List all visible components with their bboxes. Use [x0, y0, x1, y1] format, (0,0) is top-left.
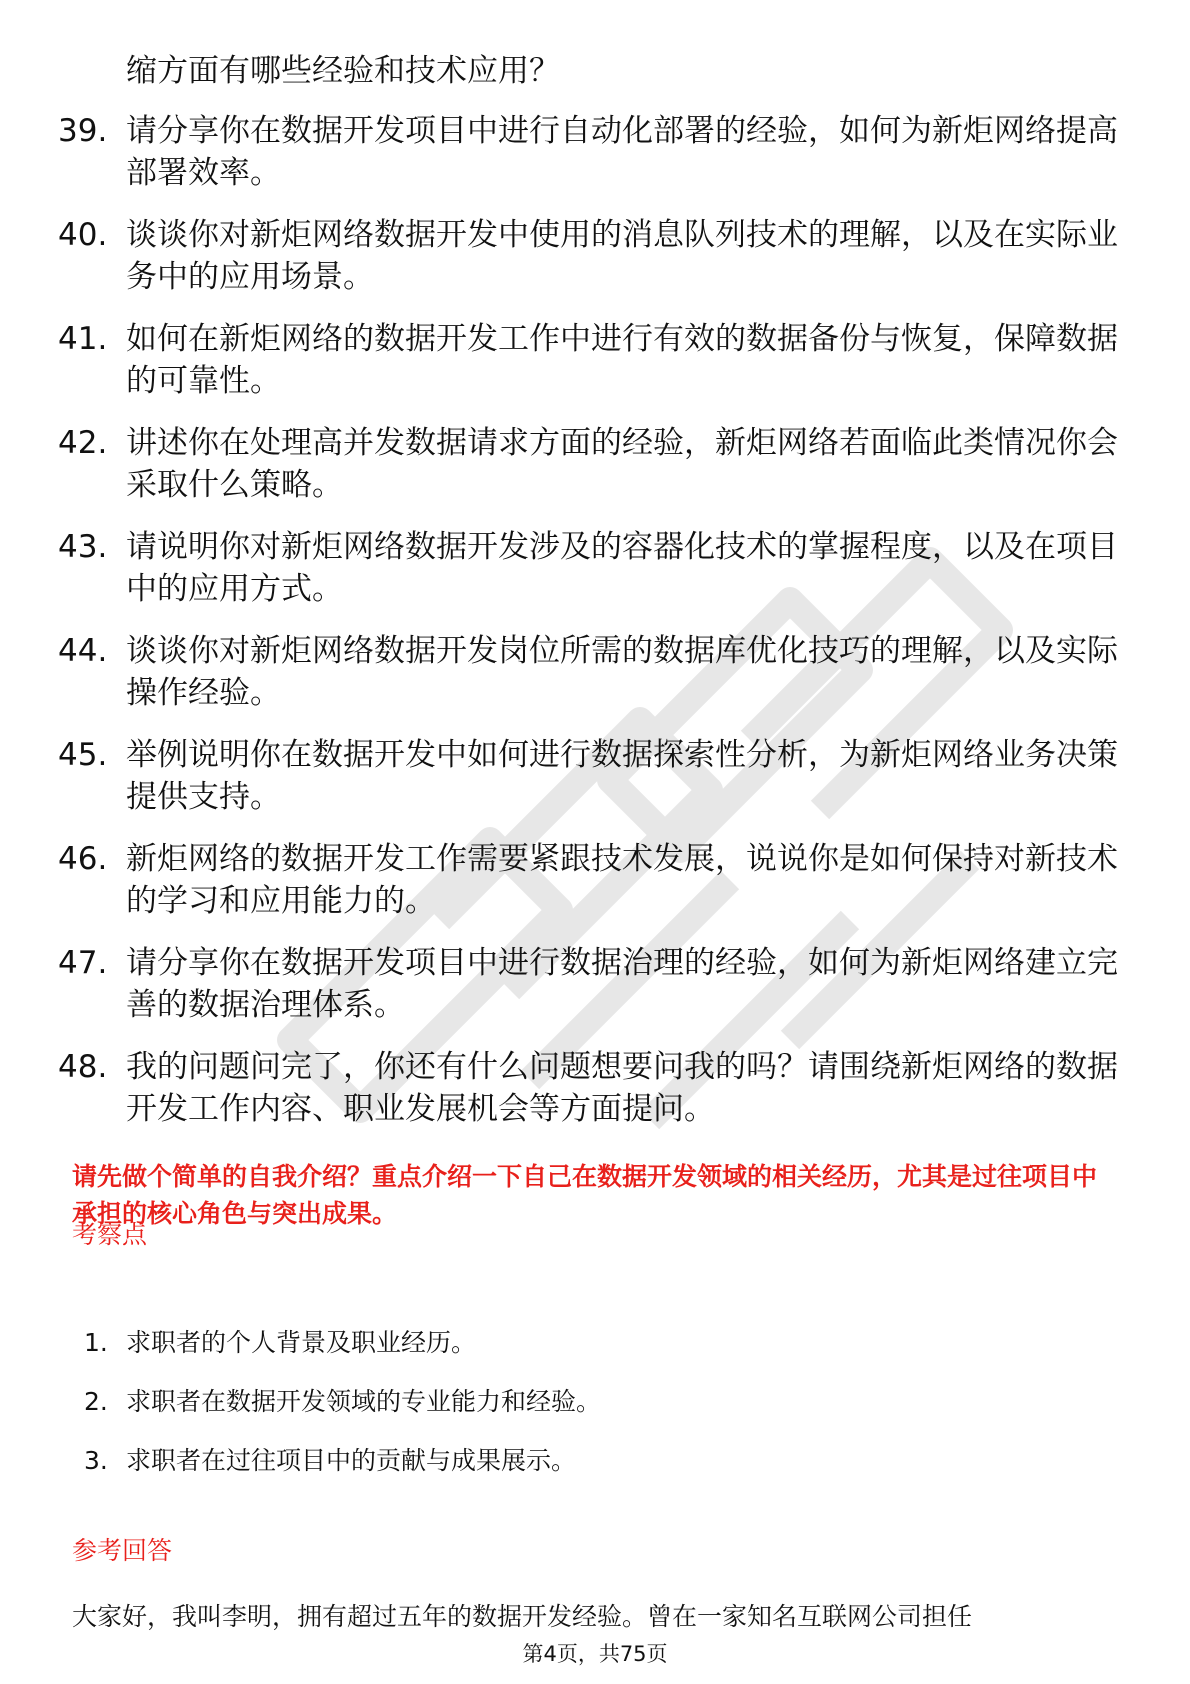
continued-question-text: 缩方面有哪些经验和技术应用？ — [126, 53, 560, 89]
question-item — [58, 734, 1118, 838]
question-number: 42. — [58, 425, 108, 461]
page-footer: 第4页，共75页 — [522, 1642, 668, 1666]
reference-answer-title: 参考回答 — [72, 1536, 173, 1565]
assessment-title: 考察点 — [72, 1220, 148, 1249]
point-number: 3. — [84, 1446, 108, 1475]
question-number: 43. — [58, 529, 108, 565]
point-number: 2. — [84, 1387, 108, 1416]
question-item — [58, 942, 1118, 1046]
question-item — [58, 1046, 1118, 1150]
question-text: 举例说明你在数据开发中如何进行数据探索性分析，为新炬网络业务决策提供支持。 — [126, 737, 1118, 815]
question-list — [58, 110, 1118, 1150]
question-number: 40. — [58, 217, 108, 253]
question-text: 请说明你对新炬网络数据开发涉及的容器化技术的掌握程度，以及在项目中的应用方式。 — [126, 529, 1118, 607]
question-item — [58, 214, 1118, 318]
question-item — [58, 110, 1118, 214]
question-number: 39. — [58, 113, 108, 149]
question-number: 48. — [58, 1049, 108, 1085]
question-number: 47. — [58, 945, 108, 981]
question-text: 新炬网络的数据开发工作需要紧跟技术发展，说说你是如何保持对新技术的学习和应用能力的。 — [126, 841, 1118, 919]
point-text: 求职者在过往项目中的贡献与成果展示。 — [126, 1446, 577, 1475]
question-text: 谈谈你对新炬网络数据开发中使用的消息队列技术的理解，以及在实际业务中的应用场景。 — [126, 217, 1118, 295]
question-item — [58, 422, 1118, 526]
question-item — [58, 526, 1118, 630]
question-text: 请分享你在数据开发项目中进行数据治理的经验，如何为新炬网络建立完善的数据治理体系。 — [126, 945, 1118, 1023]
assessment-point — [84, 1444, 1084, 1503]
question-text: 我的问题问完了，你还有什么问题想要问我的吗？请围绕新炬网络的数据开发工作内容、职业发展机会等方面提问。 — [126, 1049, 1118, 1127]
point-number: 1. — [84, 1328, 108, 1357]
point-text: 求职者在数据开发领域的专业能力和经验。 — [126, 1387, 602, 1416]
highlight-question: 请先做个简单的自我介绍？重点介绍一下自己在数据开发领域的相关经历，尤其是过往项目中承担的核心角色与突出成果。 — [72, 1162, 1098, 1228]
question-number: 45. — [58, 737, 108, 773]
assessment-point — [84, 1326, 1084, 1385]
question-text: 讲述你在处理高并发数据请求方面的经验，新炬网络若面临此类情况你会采取什么策略。 — [126, 425, 1118, 503]
question-number: 41. — [58, 321, 108, 357]
reference-answer-text: 大家好，我叫李明，拥有超过五年的数据开发经验。曾在一家知名互联网公司担任 — [72, 1602, 973, 1631]
assessment-point — [84, 1385, 1084, 1444]
question-item — [58, 838, 1118, 942]
assessment-points-list — [84, 1326, 1084, 1503]
point-text: 求职者的个人背景及职业经历。 — [126, 1328, 477, 1357]
question-text: 谈谈你对新炬网络数据开发岗位所需的数据库优化技巧的理解，以及实际操作经验。 — [126, 633, 1118, 711]
question-number: 46. — [58, 841, 108, 877]
question-number: 44. — [58, 633, 108, 669]
question-text: 请分享你在数据开发项目中进行自动化部署的经验，如何为新炬网络提高部署效率。 — [126, 113, 1118, 191]
question-item — [58, 630, 1118, 734]
question-item — [58, 318, 1118, 422]
question-text: 如何在新炬网络的数据开发工作中进行有效的数据备份与恢复，保障数据的可靠性。 — [126, 321, 1118, 399]
